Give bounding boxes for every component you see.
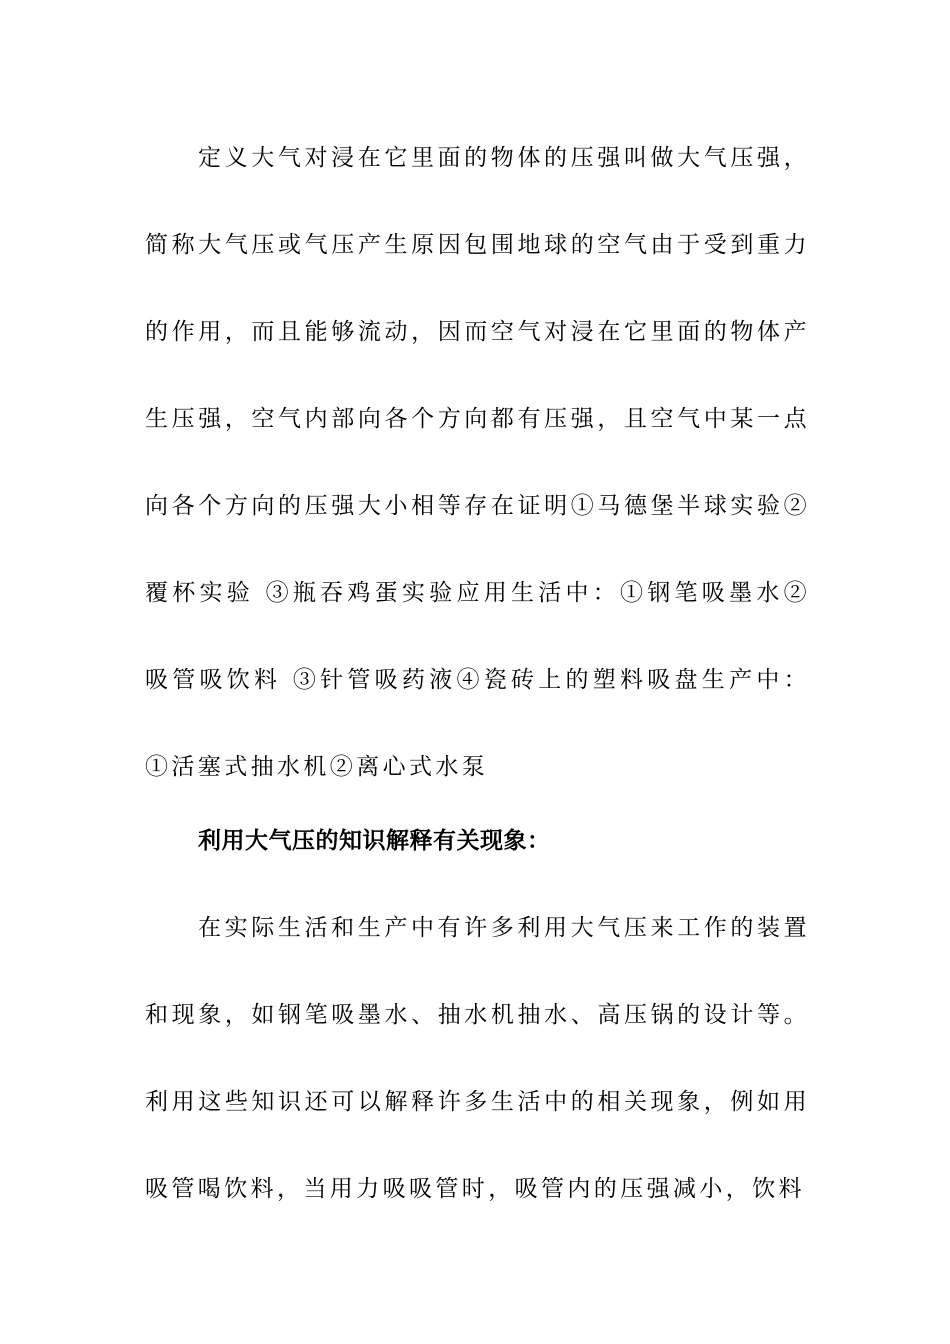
body-paragraph-definition: 定义大气对浸在它里面的物体的压强叫做大气压强，简称大气压或气压产生原因包围地球的空气由于受到重力的作用，而且能够流动，因而空气对浸在它里面的物体产生压强，空气内部向各个方向都有压强，且空气中某一点向各个方向的压强大小相等存在证明①马德堡半球实验②覆杯实验 ③瓶吞鸡蛋实验应用生活中：①钢笔吸墨水②吸管吸饮料 ③针管吸药液④瓷砖上的塑料吸盘生产中：①活塞式抽水机②离心式水泵 <box>145 145 810 780</box>
section-heading: 利用大气压的知识解释有关现象： <box>198 828 551 854</box>
body-paragraph-applications: 在实际生活和生产中有许多利用大气压来工作的装置和现象，如钢笔吸墨水、抽水机抽水、高压锅的设计等。利用这些知识还可以解释许多生活中的相关现象，例如用吸管喝饮料，当用力吸吸管时，吸管内的压强减小，饮料 <box>145 915 810 1202</box>
